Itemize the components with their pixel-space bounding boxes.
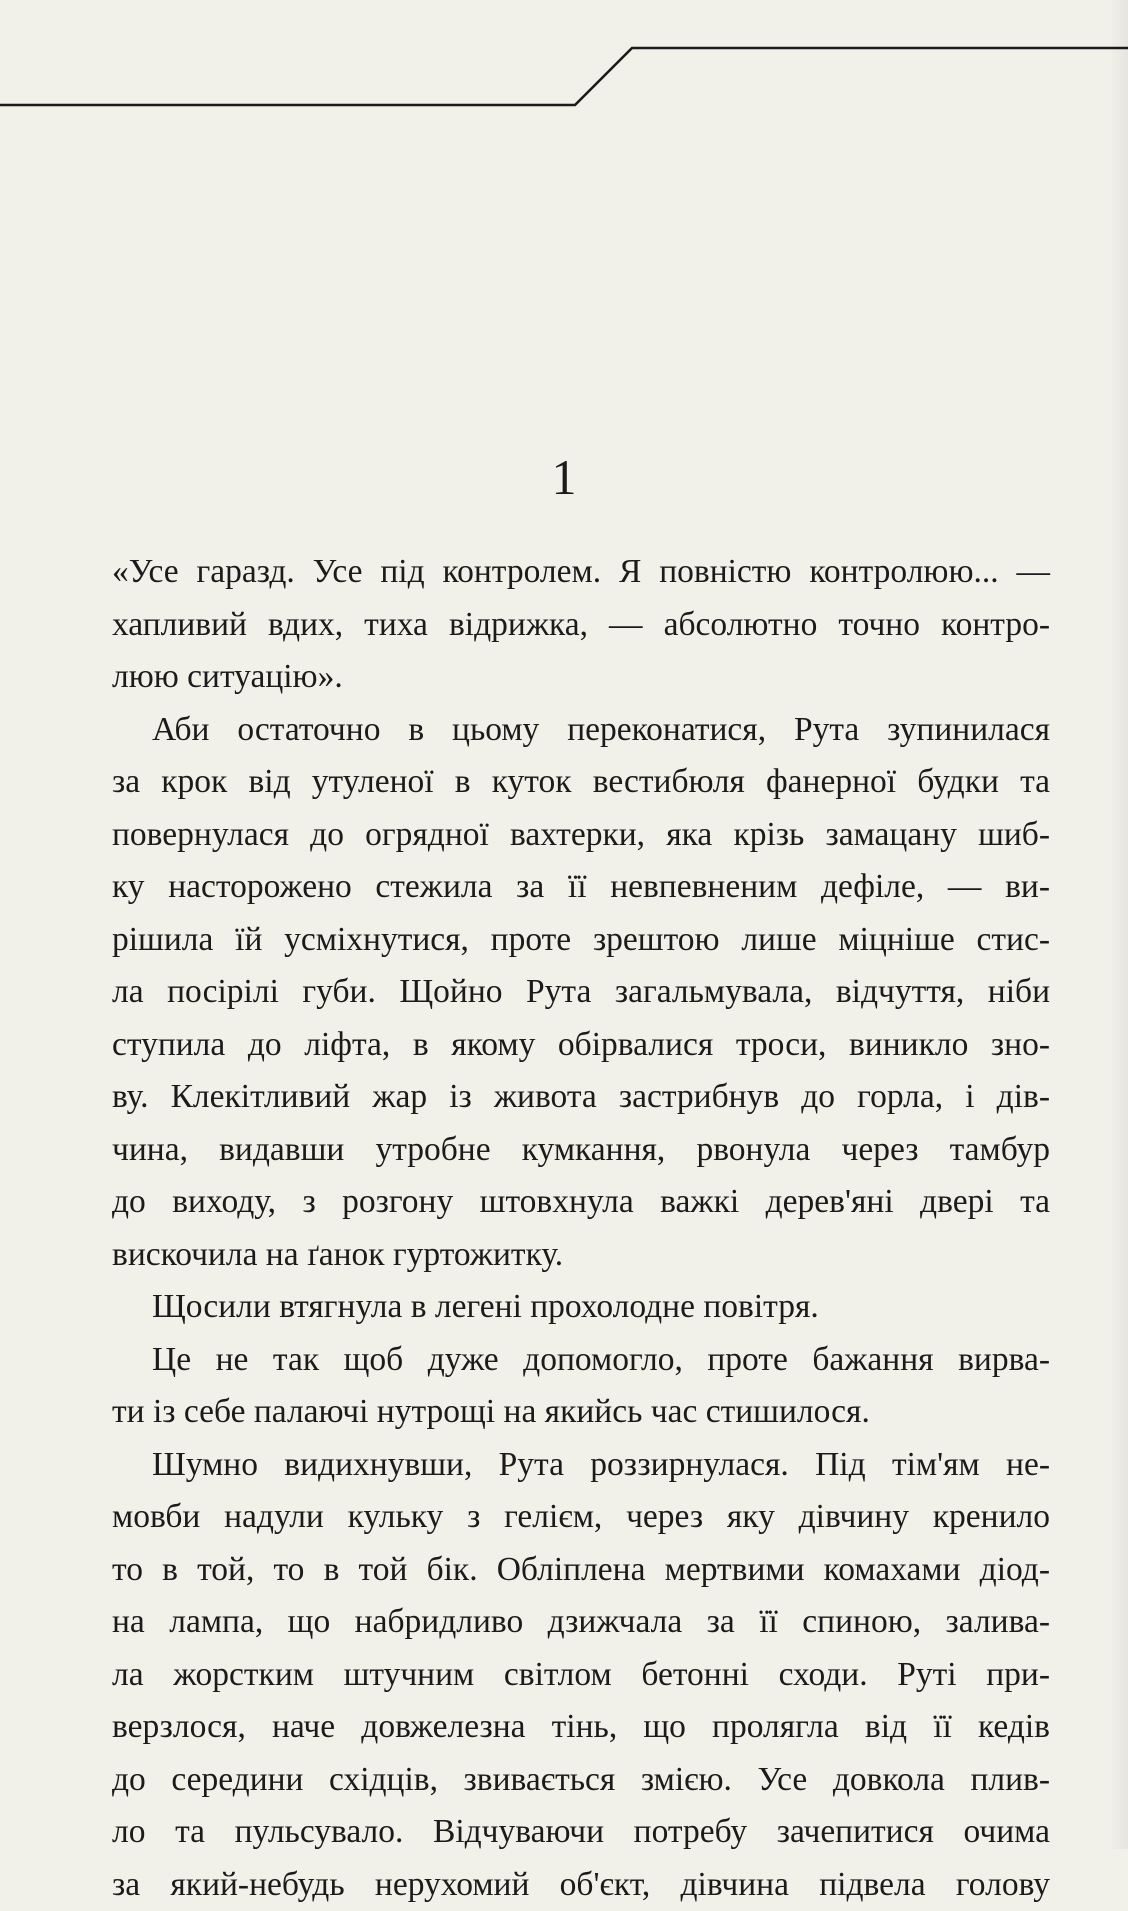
text-line: верзлося, наче довжелезна тінь, що пролягла від її кедів	[112, 1701, 1050, 1754]
text-line: ти із себе палаючі нутрощі на якийсь час стишилося.	[112, 1386, 1050, 1439]
chapter-number: 1	[0, 452, 1128, 502]
text-line: за який-небудь нерухомий об'єкт, дівчина підвела голову	[112, 1859, 1050, 1911]
text-line: Це не так щоб дуже допомогло, проте бажання вирва-	[112, 1334, 1050, 1387]
text-line: ву. Клекітливий жар із живота застрибнув до горла, і дів-	[112, 1071, 1050, 1124]
text-line: ступила до ліфта, в якому обірвалися троси, виникло зно-	[112, 1019, 1050, 1072]
text-line: ла жорстким штучним світлом бетонні сходи. Руті при-	[112, 1649, 1050, 1702]
text-line: хапливий вдих, тиха відрижка, — абсолютно точно контро-	[112, 599, 1050, 652]
body-text	[112, 546, 1050, 1911]
text-line: чина, видавши утробне кумкання, рвонула через тамбур	[112, 1124, 1050, 1177]
text-line: до середини східців, звивається змією. Усе довкола плив-	[112, 1754, 1050, 1807]
text-line: люю ситуацію».	[112, 651, 1050, 704]
text-line: «Усе гаразд. Усе під контролем. Я повністю контролюю... —	[112, 546, 1050, 599]
text-line: мовби надули кульку з гелієм, через яку дівчину кренило	[112, 1491, 1050, 1544]
text-line: Аби остаточно в цьому переконатися, Рута зупинилася	[112, 704, 1050, 757]
header-rule	[0, 0, 1128, 130]
text-line: за крок від утуленої в куток вестибюля фанерної будки та	[112, 756, 1050, 809]
text-line: на лампа, що набридливо дзижчала за її спиною, залива-	[112, 1596, 1050, 1649]
text-line: вискочила на ґанок гуртожитку.	[112, 1229, 1050, 1282]
text-line: рішила їй усміхнутися, проте зрештою лише міцніше стис-	[112, 914, 1050, 967]
text-line: ку насторожено стежила за її невпевненим дефіле, — ви-	[112, 861, 1050, 914]
text-line: то в той, то в той бік. Обліплена мертвими комахами діод-	[112, 1544, 1050, 1597]
text-line: ла посірілі губи. Щойно Рута загальмувала, відчуття, ніби	[112, 966, 1050, 1019]
page-edge-shadow	[1110, 0, 1128, 1849]
text-line: Щосили втягнула в легені прохолодне повітря.	[112, 1281, 1050, 1334]
text-line: повернулася до огрядної вахтерки, яка крізь замацану шиб-	[112, 809, 1050, 862]
text-line: ло та пульсувало. Відчуваючи потребу зачепитися очима	[112, 1806, 1050, 1859]
text-line: до виходу, з розгону штовхнула важкі дерев'яні двері та	[112, 1176, 1050, 1229]
text-line: Шумно видихнувши, Рута роззирнулася. Під тім'ям не-	[112, 1439, 1050, 1492]
